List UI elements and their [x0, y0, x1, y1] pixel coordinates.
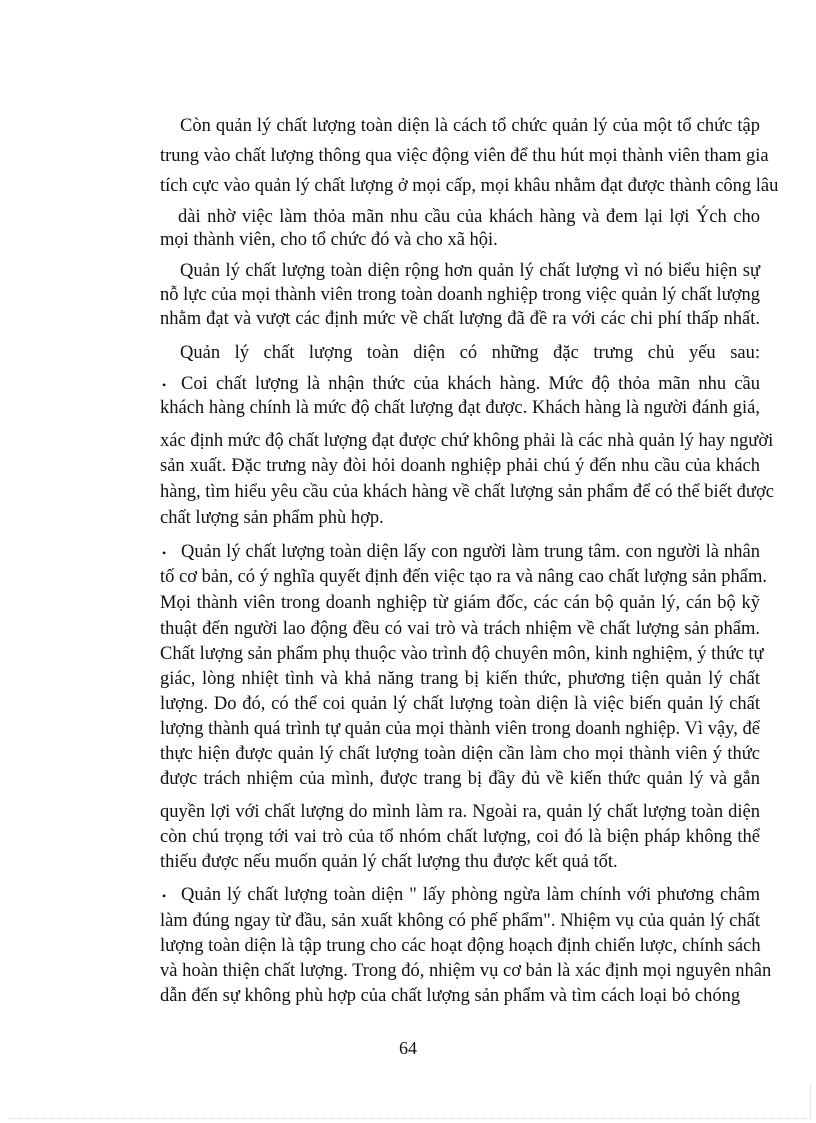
text-line: được trách nhiệm của mình, được trang bị đầy đủ về kiến thức quản lý và gắn [160, 769, 760, 789]
text-line: Mọi thành viên trong doanh nghiệp từ giám đốc, các cán bộ quản lý, cán bộ kỹ [160, 593, 760, 613]
page-number: 64 [399, 1038, 417, 1058]
text-line: xác định mức độ chất lượng đạt được chứ không phải là các nhà quản lý hay người [160, 431, 774, 451]
text-line: nỗ lực của mọi thành viên trong toàn doanh nghiệp trong việc quản lý chất lượng [160, 285, 760, 305]
text-line: thực hiện được quản lý chất lượng toàn diện cần làm cho mọi thành viên ý thức [160, 744, 760, 764]
text-line: tích cực vào quản lý chất lượng ở mọi cấp, mọi khâu nhằm đạt được thành công lâu [160, 176, 779, 196]
bullet-point: • [162, 546, 167, 560]
text-line: giác, lòng nhiệt tình và khả năng trang bị kiến thức, phương tiện quản lý chất [160, 669, 760, 689]
text-line: dài nhờ việc làm thỏa mãn nhu cầu của khách hàng và đem lại lợi Ých cho [178, 207, 760, 227]
page-edge-divider [810, 1085, 811, 1120]
text-line: mọi thành viên, cho tổ chức đó và cho xã hội. [160, 230, 498, 250]
text-line: Còn quản lý chất lượng toàn diện là cách tổ chức quản lý của một tổ chức tập [180, 116, 760, 136]
text-line: lượng. Do đó, có thể coi quản lý chất lượng toàn diện là việc biến quản lý chất [160, 694, 760, 714]
text-line: sản xuất. Đặc trưng này đòi hỏi doanh nghiệp phải chú ý đến nhu cầu của khách [160, 456, 760, 476]
text-line: khách hàng chính là mức độ chất lượng đạt được. Khách hàng là người đánh giá, [160, 398, 760, 418]
text-line: Coi chất lượng là nhận thức của khách hàng. Mức độ thỏa mãn nhu cầu [181, 374, 760, 394]
text-line: thuật đến người lao động đều có vai trò và trách nhiệm về chất lượng sản phẩm. [160, 619, 760, 639]
text-line: nhằm đạt và vượt các định mức về chất lượng đã đề ra với các chi phí thấp nhất. [160, 309, 760, 329]
bullet-point: • [162, 889, 167, 903]
bullet-point: • [162, 378, 167, 392]
text-line: tố cơ bản, có ý nghĩa quyết định đến việc tạo ra và nâng cao chất lượng sản phẩm. [160, 567, 768, 587]
text-line: Quản lý chất lượng toàn diện rộng hơn quản lý chất lượng vì nó biểu hiện sự [180, 261, 760, 281]
text-line: hàng, tìm hiểu yêu cầu của khách hàng về chất lượng sản phẩm để có thể biết được [160, 482, 774, 502]
text-line: và hoàn thiện chất lượng. Trong đó, nhiệm vụ cơ bản là xác định mọi nguyên nhân [160, 961, 772, 981]
text-line: chất lượng sản phẩm phù hợp. [160, 508, 384, 528]
text-line: làm đúng ngay từ đầu, sản xuất không có phế phẩm". Nhiệm vụ của quản lý chất [160, 911, 760, 931]
text-line: quyền lợi với chất lượng do mình làm ra. Ngoài ra, quản lý chất lượng toàn diện [160, 802, 760, 822]
text-line: dẫn đến sự không phù hợp của chất lượng sản phẩm và tìm cách loại bỏ chóng [160, 986, 741, 1006]
text-line: lượng thành quá trình tự quản của mọi thành viên trong doanh nghiệp. Vì vậy, để [160, 719, 760, 739]
text-line: lượng toàn diện là tập trung cho các hoạt động hoạch định chiến lược, chính sách [160, 936, 761, 956]
page-edge-divider [8, 1118, 808, 1119]
text-line: trung vào chất lượng thông qua việc động viên để thu hút mọi thành viên tham gia [160, 146, 769, 166]
text-line: Quản lý chất lượng toàn diện lấy con người làm trung tâm. con người là nhân [181, 542, 760, 562]
text-line: Quản lý chất lượng toàn diện có những đặc trưng chủ yếu sau: [180, 343, 760, 363]
text-line: còn chú trọng tới vai trò của tổ nhóm chất lượng, coi đó là biện pháp không thể [160, 827, 760, 847]
text-line: thiếu được nếu muốn quản lý chất lượng thu được kết quả tốt. [160, 852, 618, 872]
text-line: Chất lượng sản phẩm phụ thuộc vào trình độ chuyên môn, kinh nghiệm, ý thức tự [160, 644, 764, 664]
text-line: Quản lý chất lượng toàn diện " lấy phòng ngừa làm chính với phương châm [181, 885, 760, 905]
